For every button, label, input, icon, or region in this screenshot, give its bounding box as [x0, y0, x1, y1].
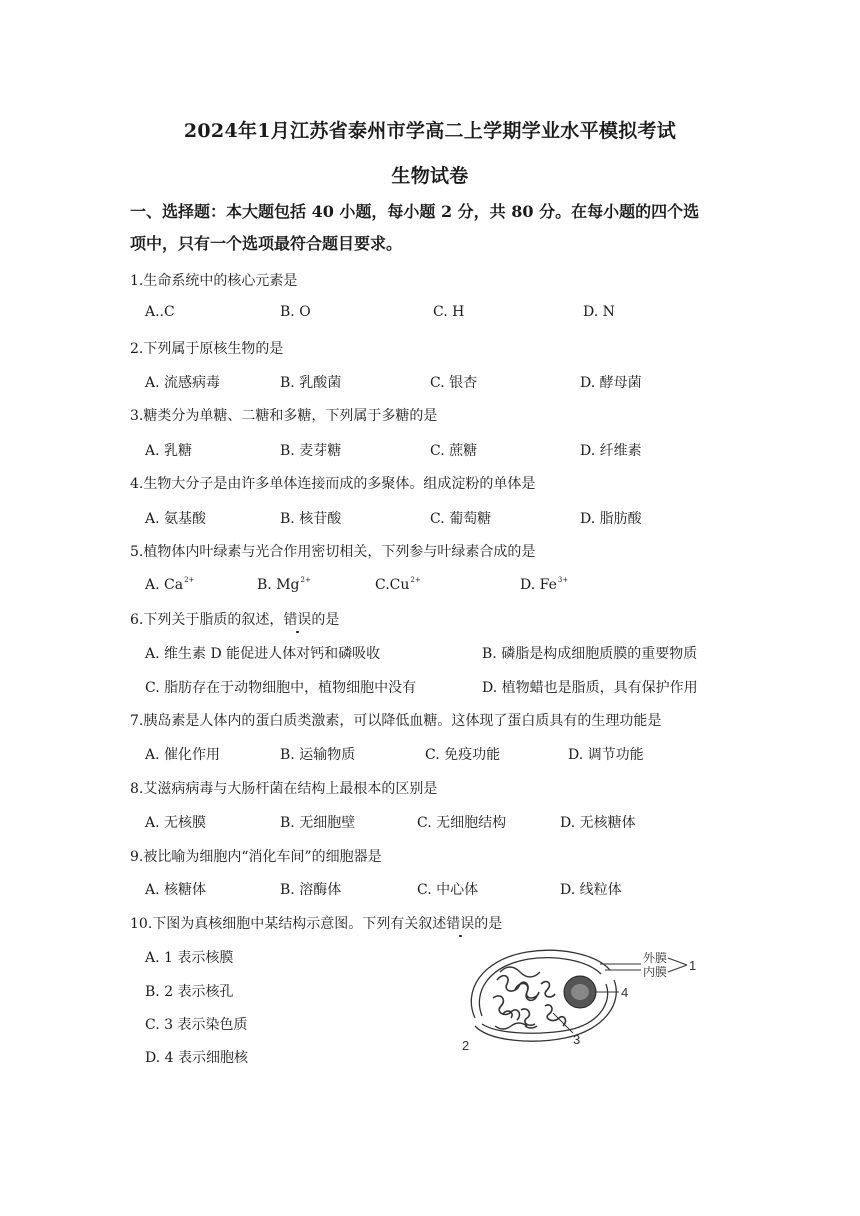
question-9-stem: 9.被比喻为细胞内“消化车间”的细胞器是: [130, 849, 382, 865]
q9-option-a[interactable]: A. 核糖体: [145, 882, 207, 898]
q10-option-a[interactable]: A. 1 表示核膜: [145, 950, 234, 966]
q5-option-d[interactable]: D. $Fe^{3+}$: [520, 576, 569, 593]
section-heading-line1: 一、选择题：本大题包括 40 小题，每小题 2 分，共 80 分。在每小题的四个选: [130, 202, 700, 221]
q7-option-a[interactable]: A. 催化作用: [145, 747, 221, 763]
q10-option-d[interactable]: D. 4 表示细胞核: [145, 1050, 248, 1066]
question-6-options-row2: [145, 677, 765, 697]
q1-option-d[interactable]: D. N: [583, 304, 615, 320]
figure-label-2: 2: [462, 1038, 470, 1053]
q2-option-a[interactable]: A. 流感病毒: [145, 375, 221, 391]
q3-option-c[interactable]: C. 蔗糖: [430, 443, 478, 459]
q10-option-b[interactable]: B. 2 表示核孔: [145, 984, 234, 1000]
section-heading-line2: 项中，只有一个选项最符合题目要求。: [130, 234, 403, 253]
question-4-options: [145, 508, 765, 528]
q5-option-a[interactable]: A. $Ca^{2+}$: [145, 576, 195, 593]
exam-title: 2024年1月江苏省泰州市学高二上学期学业水平模拟考试: [183, 120, 677, 142]
q5-option-c[interactable]: $C.Cu^{2+}$: [375, 576, 421, 593]
q1-option-c[interactable]: C. H: [433, 304, 465, 320]
q3-option-b[interactable]: B. 麦芽糖: [280, 443, 342, 459]
q6-option-a[interactable]: A. 维生素 D 能促进人体对钙和磷吸收: [145, 646, 381, 662]
q7-option-c[interactable]: C. 免疫功能: [425, 747, 501, 763]
question-5-stem: 5.植物体内叶绿素与光合作用密切相关，下列参与叶绿素合成的是: [130, 544, 536, 560]
question-6-stem: 6.下列关于脂质的叙述，错误的是: [130, 612, 340, 628]
q3-option-d[interactable]: D. 纤维素: [580, 443, 642, 459]
q8-option-b[interactable]: B. 无细胞壁: [280, 815, 356, 831]
question-2-options: [145, 372, 765, 392]
q6-option-b[interactable]: B. 磷脂是构成细胞质膜的重要物质: [482, 646, 698, 662]
question-3-stem: 3.糖类分为单糖、二糖和多糖，下列属于多糖的是: [130, 408, 438, 424]
q10-option-c[interactable]: C. 3 表示染色质: [145, 1017, 248, 1033]
q8-option-c[interactable]: C. 无细胞结构: [417, 815, 507, 831]
q6-option-d[interactable]: D. 植物蜡也是脂质，具有保护作用: [482, 680, 698, 696]
question-3-options: [145, 440, 765, 460]
q4-option-c[interactable]: C. 葡萄糖: [430, 511, 492, 527]
emphasis-dotted-word: 错误: [283, 612, 312, 628]
question-8-options: [145, 812, 765, 832]
q4-option-d[interactable]: D. 脂肪酸: [580, 511, 642, 527]
q7-option-d[interactable]: D. 调节功能: [568, 747, 644, 763]
q4-option-a[interactable]: A. 氨基酸: [145, 511, 207, 527]
q6-option-c[interactable]: C. 脂肪存在于动物细胞中，植物细胞中没有: [145, 680, 417, 696]
question-4-stem: 4.生物大分子是由许多单体连接而成的多聚体。组成淀粉的单体是: [130, 476, 536, 492]
question-7-stem: 7.胰岛素是人体内的蛋白质类激素，可以降低血糖。这体现了蛋白质具有的生理功能是: [130, 713, 662, 729]
inner-membrane-label: 内膜: [643, 965, 668, 979]
q9-option-b[interactable]: B. 溶酶体: [280, 882, 342, 898]
chromatin: [493, 976, 566, 1026]
figure-label-4: 4: [621, 985, 629, 1000]
q1-option-a[interactable]: A..C: [145, 304, 175, 320]
question-5-options: [145, 576, 765, 596]
figure-label-1: 1: [689, 958, 697, 973]
q7-option-b[interactable]: B. 运输物质: [280, 747, 356, 763]
question-8-stem: 8.艾滋病病毒与大肠杆菌在结构上最根本的区别是: [130, 781, 438, 797]
question-7-options: [145, 744, 765, 764]
exam-subtitle: 生物试卷: [391, 165, 469, 187]
nucleus-structure-diagram: [455, 940, 695, 1060]
q5-option-b[interactable]: B. $Mg^{2+}$: [257, 576, 311, 593]
question-1-stem: 1.生命系统中的核心元素是: [130, 273, 298, 289]
outer-membrane-label: 外膜: [643, 951, 668, 965]
question-6-options-row1: [145, 643, 765, 663]
q9-option-c[interactable]: C. 中心体: [417, 882, 479, 898]
q4-option-b[interactable]: B. 核苷酸: [280, 511, 342, 527]
emphasis-dotted-word: 错误: [446, 916, 475, 932]
q1-option-b[interactable]: B. O: [280, 304, 311, 320]
question-10-stem: 10.下图为真核细胞中某结构示意图。下列有关叙述错误的是: [130, 916, 503, 932]
q2-option-c[interactable]: C. 银杏: [430, 375, 478, 391]
question-9-options: [145, 879, 765, 899]
q9-option-d[interactable]: D. 线粒体: [560, 882, 622, 898]
question-2-stem: 2.下列属于原核生物的是: [130, 341, 284, 357]
figure-label-3: 3: [573, 1032, 581, 1047]
q2-option-b[interactable]: B. 乳酸菌: [280, 375, 342, 391]
q3-option-a[interactable]: A. 乳糖: [145, 443, 193, 459]
question-1-options: [145, 304, 765, 324]
q8-option-a[interactable]: A. 无核膜: [145, 815, 207, 831]
q2-option-d[interactable]: D. 酵母菌: [580, 375, 642, 391]
q8-option-d[interactable]: D. 无核糖体: [560, 815, 636, 831]
